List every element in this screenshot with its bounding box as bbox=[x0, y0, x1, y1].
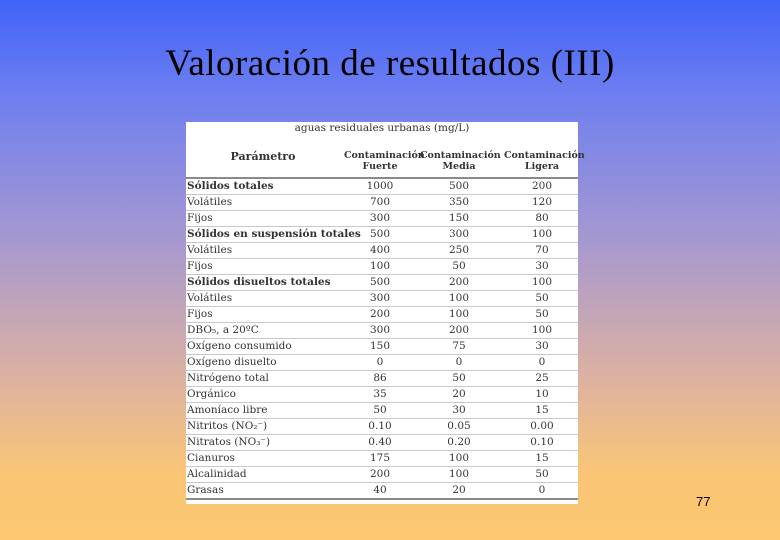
strong-value-cell: 500 bbox=[369, 276, 391, 288]
table-row bbox=[186, 435, 578, 451]
table-row bbox=[186, 275, 578, 291]
param-cell: Oxígeno consumido bbox=[187, 340, 292, 352]
light-value-cell: 0 bbox=[538, 484, 546, 496]
param-cell: Sólidos totales bbox=[187, 180, 274, 192]
light-value-cell: 0.00 bbox=[530, 420, 554, 432]
table-row bbox=[186, 403, 578, 419]
param-cell: Grasas bbox=[187, 484, 224, 496]
strong-value-cell: 300 bbox=[369, 292, 391, 304]
table-row bbox=[186, 339, 578, 355]
medium-value-cell: 100 bbox=[448, 452, 470, 464]
light-value-cell: 100 bbox=[531, 228, 553, 240]
table-row bbox=[186, 355, 578, 371]
medium-value-cell: 200 bbox=[448, 276, 470, 288]
header-light bbox=[504, 150, 585, 172]
wastewater-table bbox=[186, 122, 585, 504]
table-row bbox=[186, 419, 578, 435]
strong-value-cell: 40 bbox=[373, 484, 387, 496]
strong-value-cell: 200 bbox=[369, 468, 391, 480]
table-row bbox=[186, 387, 578, 403]
slide-title: Valoración de resultados (III) bbox=[165, 43, 615, 84]
medium-value-cell: 0.20 bbox=[447, 436, 471, 448]
medium-value-cell: 20 bbox=[452, 388, 466, 400]
table-row bbox=[186, 483, 578, 500]
header-strong-line2: Fuerte bbox=[362, 161, 398, 172]
medium-value-cell: 20 bbox=[452, 484, 466, 496]
header-light-line2: Ligera bbox=[524, 161, 560, 172]
light-value-cell: 50 bbox=[535, 292, 549, 304]
param-cell: Fijos bbox=[187, 212, 213, 224]
light-value-cell: 100 bbox=[531, 324, 553, 336]
light-value-cell: 50 bbox=[535, 308, 549, 320]
table-row bbox=[186, 179, 578, 195]
strong-value-cell: 100 bbox=[369, 260, 391, 272]
param-cell: Nitrógeno total bbox=[187, 372, 269, 384]
table-row bbox=[186, 227, 578, 243]
table-row bbox=[186, 211, 578, 227]
page-number: 77 bbox=[696, 494, 711, 509]
header-light-line1: Contaminación bbox=[504, 150, 585, 161]
medium-value-cell: 0.05 bbox=[447, 420, 471, 432]
param-cell: DBO₅, a 20ºC bbox=[187, 324, 259, 336]
light-value-cell: 0.10 bbox=[530, 436, 554, 448]
header-medium-line2: Media bbox=[442, 161, 476, 172]
light-value-cell: 80 bbox=[535, 212, 549, 224]
medium-value-cell: 500 bbox=[448, 180, 470, 192]
table-body bbox=[186, 179, 578, 500]
medium-value-cell: 50 bbox=[452, 260, 466, 272]
param-cell: Alcalinidad bbox=[187, 468, 247, 480]
light-value-cell: 120 bbox=[531, 196, 553, 208]
strong-value-cell: 300 bbox=[369, 212, 391, 224]
light-value-cell: 200 bbox=[531, 180, 553, 192]
medium-value-cell: 150 bbox=[448, 212, 470, 224]
param-cell: Fijos bbox=[187, 308, 213, 320]
light-value-cell: 15 bbox=[535, 452, 549, 464]
light-value-cell: 30 bbox=[535, 260, 549, 272]
header-medium bbox=[420, 150, 501, 172]
light-value-cell: 50 bbox=[535, 468, 549, 480]
param-cell: Fijos bbox=[187, 260, 213, 272]
medium-value-cell: 100 bbox=[448, 468, 470, 480]
strong-value-cell: 0.40 bbox=[368, 436, 392, 448]
header-parameter: Parámetro bbox=[230, 150, 296, 163]
param-cell: Cianuros bbox=[187, 452, 235, 464]
light-value-cell: 30 bbox=[535, 340, 549, 352]
param-cell: Nitratos (NO₃⁻) bbox=[187, 436, 271, 448]
medium-value-cell: 30 bbox=[452, 404, 466, 416]
light-value-cell: 100 bbox=[531, 276, 553, 288]
table-row bbox=[186, 371, 578, 387]
strong-value-cell: 150 bbox=[369, 340, 391, 352]
medium-value-cell: 200 bbox=[448, 324, 470, 336]
medium-value-cell: 50 bbox=[452, 372, 466, 384]
table-row bbox=[186, 467, 578, 483]
strong-value-cell: 0 bbox=[376, 356, 384, 368]
strong-value-cell: 500 bbox=[369, 228, 391, 240]
light-value-cell: 10 bbox=[535, 388, 549, 400]
light-value-cell: 0 bbox=[538, 356, 546, 368]
medium-value-cell: 350 bbox=[448, 196, 470, 208]
header-strong-line1: Contaminación bbox=[344, 150, 425, 161]
medium-value-cell: 100 bbox=[448, 292, 470, 304]
header-medium-line1: Contaminación bbox=[420, 150, 501, 161]
light-value-cell: 70 bbox=[535, 244, 549, 256]
param-cell: Sólidos disueltos totales bbox=[187, 276, 331, 288]
param-cell: Orgánico bbox=[187, 388, 236, 400]
param-cell: Nitritos (NO₂⁻) bbox=[187, 420, 268, 432]
strong-value-cell: 200 bbox=[369, 308, 391, 320]
strong-value-cell: 175 bbox=[369, 452, 391, 464]
param-cell: Oxígeno disuelto bbox=[187, 356, 277, 368]
table-row bbox=[186, 243, 578, 259]
table-row bbox=[186, 195, 578, 211]
strong-value-cell: 0.10 bbox=[368, 420, 392, 432]
param-cell: Amoníaco libre bbox=[187, 404, 268, 416]
strong-value-cell: 700 bbox=[369, 196, 391, 208]
medium-value-cell: 300 bbox=[448, 228, 470, 240]
param-cell: Volátiles bbox=[187, 292, 233, 304]
table-row bbox=[186, 259, 578, 275]
strong-value-cell: 400 bbox=[369, 244, 391, 256]
strong-value-cell: 300 bbox=[369, 324, 391, 336]
param-cell: Volátiles bbox=[187, 196, 233, 208]
table-row bbox=[186, 451, 578, 467]
table-row bbox=[186, 323, 578, 339]
light-value-cell: 15 bbox=[535, 404, 549, 416]
medium-value-cell: 0 bbox=[455, 356, 463, 368]
strong-value-cell: 86 bbox=[373, 372, 387, 384]
strong-value-cell: 35 bbox=[373, 388, 387, 400]
light-value-cell: 25 bbox=[535, 372, 549, 384]
param-cell: Sólidos en suspensión totales bbox=[187, 228, 361, 240]
medium-value-cell: 75 bbox=[452, 340, 466, 352]
medium-value-cell: 100 bbox=[448, 308, 470, 320]
table-row bbox=[186, 291, 578, 307]
medium-value-cell: 250 bbox=[448, 244, 470, 256]
table-caption: aguas residuales urbanas (mg/L) bbox=[294, 122, 470, 134]
table-row bbox=[186, 307, 578, 323]
strong-value-cell: 1000 bbox=[366, 180, 394, 192]
param-cell: Volátiles bbox=[187, 244, 233, 256]
header-strong bbox=[344, 150, 425, 172]
strong-value-cell: 50 bbox=[373, 404, 387, 416]
